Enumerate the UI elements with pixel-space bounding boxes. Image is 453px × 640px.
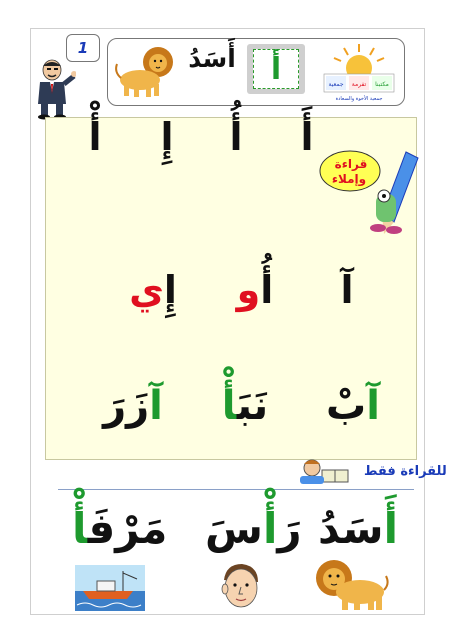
harbor-boat-icon xyxy=(75,565,145,611)
word-row3-2: نَبَأْ xyxy=(221,383,269,429)
badge-line2: وإملاء xyxy=(331,172,367,186)
pencil-mascot-icon xyxy=(368,150,420,240)
letter-row1-4: أْ xyxy=(88,115,102,159)
vocab-word-3: مَرْفَأْ xyxy=(72,504,168,553)
logo-line1: جمعية xyxy=(328,81,344,88)
badge-line1: قراءة xyxy=(334,157,368,171)
letter-row1-1: أَ xyxy=(300,115,314,159)
word-row3-1: آبْ xyxy=(326,383,380,429)
letter-row2-2: أُو xyxy=(236,268,274,312)
letter-row2-1: آ xyxy=(340,268,354,312)
header-letter: أ xyxy=(253,49,299,89)
section-divider xyxy=(58,489,414,490)
header-letter-box xyxy=(247,44,305,94)
teacher-icon xyxy=(30,58,76,120)
lion-icon xyxy=(112,42,180,100)
logo-line2: تفرمة xyxy=(351,81,367,88)
reading-child-icon xyxy=(292,456,356,486)
letter-row1-3: إِ xyxy=(160,115,174,159)
header-word: أَسَدُ xyxy=(188,44,236,73)
logo-line3: مكتبنا xyxy=(375,81,389,88)
letter-row2-3: إِي xyxy=(129,268,177,312)
head-icon xyxy=(214,560,264,612)
reading-only-label: للقراءة فقط xyxy=(364,464,447,479)
letter-row1-2: أُ xyxy=(229,115,243,159)
lesson-number: 1 xyxy=(66,34,100,62)
word-row3-3: آزَرَ xyxy=(103,383,163,429)
vocab-word-1: أَسَدُ xyxy=(318,504,398,553)
vocab-word-2: رَأْسَ xyxy=(205,504,302,553)
sun-logo-icon xyxy=(318,40,400,102)
logo-caption: جمعية الأخوة والسعادة xyxy=(335,96,383,102)
lion-icon xyxy=(312,556,390,612)
